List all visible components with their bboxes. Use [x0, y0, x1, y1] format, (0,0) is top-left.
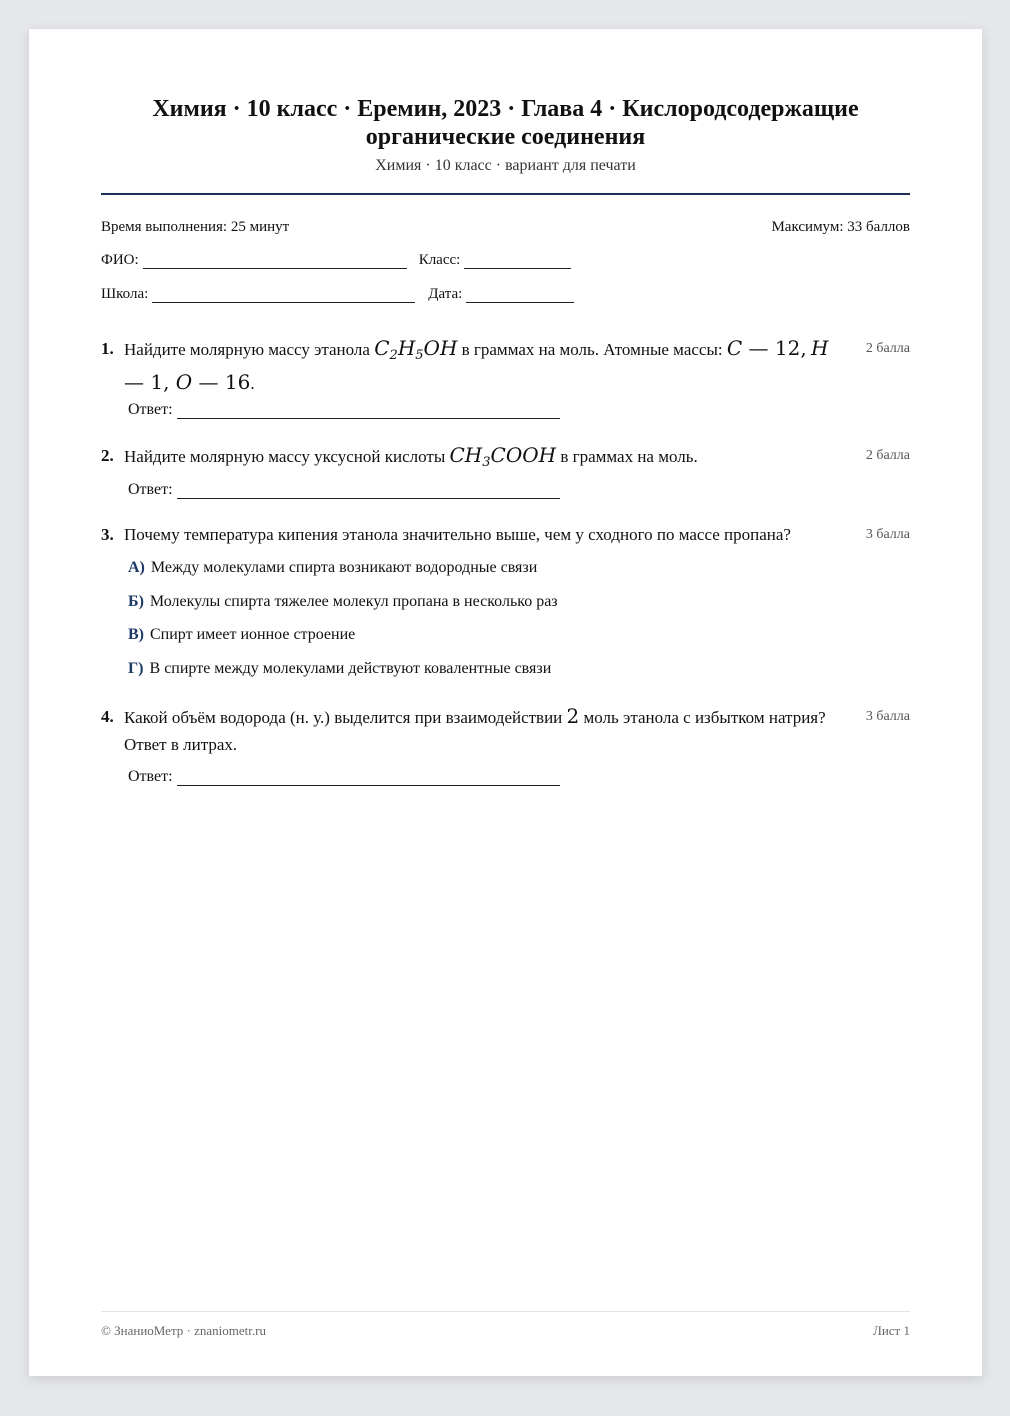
answer-field-4[interactable] [177, 771, 560, 786]
answer-line-2 [128, 481, 560, 499]
option-text: Между молекулами спирта возникают водородные связи [150, 559, 538, 576]
student-fields-row-1 [101, 252, 571, 269]
question-points: 2 балла [865, 448, 910, 463]
option-letter: Г) [128, 660, 144, 677]
option-letter: Б) [128, 593, 144, 610]
footer-divider [101, 1311, 910, 1312]
question-number: 2. [101, 446, 114, 465]
formula-acetic-acid: $CH_3COOH$ [449, 443, 557, 470]
date-label: Дата: [428, 286, 463, 302]
question-1 [101, 335, 910, 397]
answer-label: Ответ: [128, 768, 173, 785]
school-field[interactable] [152, 288, 415, 303]
page-subtitle: Химия · 10 класс · вариант для печати [375, 157, 636, 174]
option-text: В спирте между молекулами действуют ковалентные связи [149, 660, 552, 677]
max-score: Максимум: 33 баллов [771, 219, 910, 235]
question-text: Почему температура кипения этанола значительно выше, чем у сходного по массе пропана? [124, 525, 791, 544]
name-field[interactable] [143, 254, 407, 269]
option-text: Молекулы спирта тяжелее молекул пропана в несколько раз [149, 593, 558, 610]
question-points: 3 балла [865, 527, 910, 542]
answer-line-1 [128, 401, 560, 419]
option-text: Спирт имеет ионное строение [150, 626, 356, 643]
answer-field-2[interactable] [177, 484, 560, 499]
question-text: Найдите молярную массу этанола $C_2H_5OH$ в граммах на моль. Атомные массы: C — 12, H — 1, O — 16. [124, 336, 829, 394]
worksheet-page [29, 29, 982, 1376]
option-c[interactable] [128, 626, 355, 644]
question-number: 4. [101, 707, 114, 726]
class-label: Класс: [418, 252, 461, 268]
page-title: Химия · 10 класс · Еремин, 2023 · Глава 4 · Кислородсодержащие органические соединения [152, 96, 859, 150]
option-a[interactable] [128, 559, 537, 577]
question-text: Найдите молярную массу уксусной кислоты $CH_3COOH$ в граммах на моль. [124, 443, 698, 470]
meta-row [101, 219, 910, 236]
question-3 [101, 521, 910, 548]
answer-field-1[interactable] [177, 404, 560, 419]
question-4 [101, 703, 910, 758]
answer-label: Ответ: [128, 401, 173, 418]
footer-copyright: © ЗнаниоМетр · znaniometr.ru [101, 1323, 266, 1338]
option-b[interactable] [128, 593, 558, 611]
student-fields-row-2 [101, 286, 574, 303]
formula-ethanol: $C_2H_5OH$ [374, 336, 458, 363]
school-label: Школа: [101, 286, 149, 302]
question-number: 1. [101, 339, 114, 358]
answer-line-4 [128, 768, 560, 786]
question-number: 3. [101, 525, 114, 544]
page-footer [101, 1323, 910, 1339]
question-points: 2 балла [865, 341, 910, 356]
question-text: Какой объём водорода (н. у.) выделится при взаимодействии 2 моль этанола с избытком натрия? Ответ в литрах. [124, 704, 826, 754]
name-label: ФИО: [101, 252, 139, 268]
header-divider [101, 193, 910, 195]
class-field[interactable] [464, 254, 571, 269]
option-letter: А) [128, 559, 145, 576]
page-number: Лист 1 [873, 1323, 910, 1338]
time-limit: Время выполнения: 25 минут [101, 219, 290, 235]
date-field[interactable] [466, 288, 574, 303]
question-2 [101, 442, 910, 476]
page-content [101, 29, 910, 1376]
question-points: 3 балла [865, 709, 910, 724]
answer-label: Ответ: [128, 481, 173, 498]
option-d[interactable] [128, 660, 551, 678]
option-letter: В) [128, 626, 144, 643]
